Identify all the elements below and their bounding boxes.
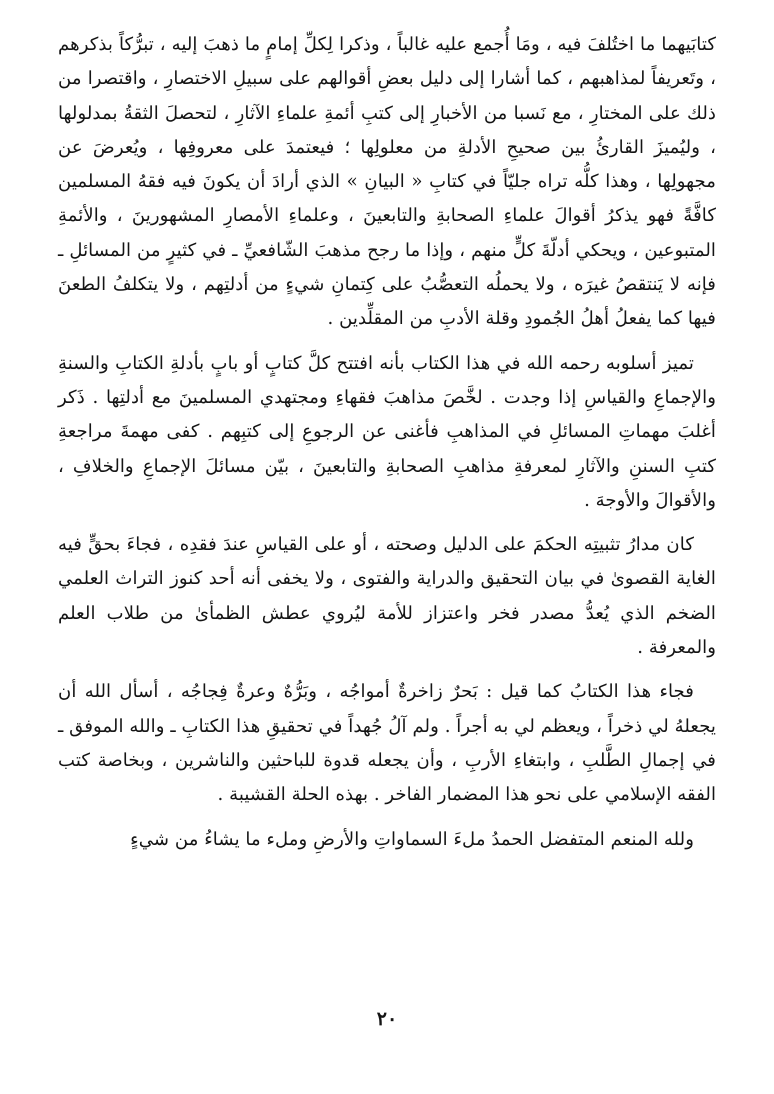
paragraph-3: كان مدارُ تثبيتِه الحكمَ على الدليل وصحته ، أو على القياسِ عندَ فقدِه ، فجاءَ بحقٍّ فيه الغاية القصوىٰ في بيان التحقيق والدراية والفتوى ، ولا يخفى أنه أحد كنوز التراث العلمي الضخم الذي يُعدُّ مصدر فخر واعتزاز للأمة ليُروي عطش الظمأىٰ من طلاب العلم والمعرفة .	[58, 534, 716, 659]
paragraph-4: فجاء هذا الكتابُ كما قيل : بَحرٌ زاخرةٌ أمواجُه ، وبَرُّهٌ وعرةٌ فِجاجُه ، أسأل الله أن يجعلهُ لي ذخراً ، ويعظم لي به أجراً . ولم آلُ جُهداً في تحقيقِ هذا الكتابِ ـ والله الموفق ـ في إجمالِ الطَّلبِ ، وابتغاءِ الأربِ ، وأن يجعله قدوة للباحثين والناشرين ، وبخاصة كتب الفقه الإسلامي على نحو هذا المضمار الفاخر . بهذه الحلة القشيبة .	[58, 681, 716, 806]
paragraph-2: تميز أسلوبه رحمه الله في هذا الكتاب بأنه افتتح كلَّ كتابٍ أو بابٍ بأدلةِ الكتابِ والسنةِ والإجماعِ والقياسِ إذا وجدت . لخَّصَ مذاهبَ فقهاءِ ومجتهدي المسلمينَ مع أدلتِها . ذَكر أغلبَ مهماتِ المسائلِ في المذاهبِ فأغنى عن الرجوعِ إلى كتبِهم . كفى مهمةَ مراجعةِ كتبِ السننِ والآثارِ لمعرفةِ مذاهبِ الصحابةِ والتابعينَ ، بيّن مسائلَ الإجماعِ والخلافِ ، والأقوالَ والأوجهَ .	[58, 352, 716, 511]
page-number: ٢٠	[376, 1008, 398, 1030]
paragraph-5: ولله المنعم المتفضل الحمدُ ملءَ السماواتِ والأرضِ وملء ما يشاءُ من شيءٍ	[130, 828, 694, 850]
paragraph-1: كتابَيهما ما اختُلفَ فيه ، ومَا أُجمع عليه غالباً ، وذكرا لِكلِّ إمامٍ ما ذهبَ إليه ، تبرُّكاً بذكرهم ، وتَعريفاً لمذاهبهم ، كما أشارا إلى دليل بعضِ أقوالهم على سبيلِ الاختصارِ ، واقتصرا من ذلك على المختارِ ، مع نَسبا من الأخبارِ إلى كتبِ أئمةِ علماءِ الآثارِ ، لتحصلَ الثقةُ بمدلولها ، وليُميزَ القارئُ بين صحيحِ الأدلةِ من معلولِها ؛ فيعتمدَ على معروفِها ، ويُعرضَ عن مجهولِها ، وهذا كلُّه تراه جليّاً في كتابِ « البيانِ » الذي أرادَ أن يكونَ فيه فقهُ المسلمين كافَّةً فهو يذكرُ أقوالَ علماءِ الصحابةِ والتابعينَ ، وعلماءِ الأمصارِ المشهورينَ ، والأئمةِ المتبوعين ، ويحكي أدلّةَ كلٍّ منهم ، وإذا ما رجح مذهبَ الشّافعيِّ ـ في كثيرٍ من المسائلِ ـ فإنه لا يَنتقصُ غيرَه ، ولا يحملُه التعصُّبُ على كِتمانِ شيءٍ من أدلتِهم ، ولا يتكلفُ الطعنَ فيها كما يفعلُ أهلُ الجُمودِ وقلة الأدبِ من المقلِّدين .	[58, 34, 716, 330]
page-body	[58, 28, 716, 857]
